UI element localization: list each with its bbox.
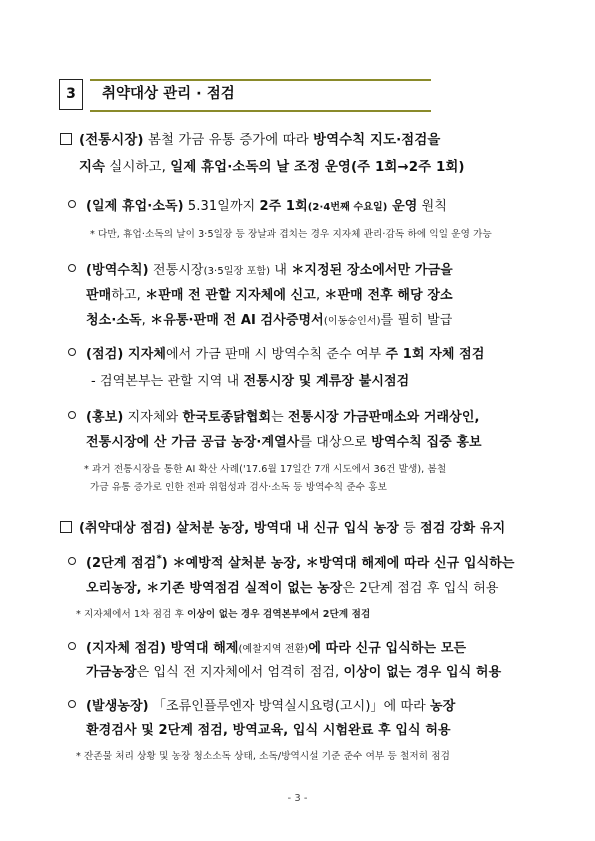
item-emphasis: 이상이 없는 경우 입식 허용 <box>343 665 502 680</box>
item-emphasis: 가금농장 <box>86 665 137 680</box>
note-text: * 지자체에서 1차 점검 후 <box>76 609 188 620</box>
section-header <box>59 79 431 113</box>
item-text: 는 <box>271 410 289 425</box>
item-local-gov-inspection-line2 <box>86 661 501 680</box>
item-emphasis: 전통시장에 산 가금 공급 농장·계열사 <box>86 435 300 450</box>
footnote-marker: * <box>156 553 162 565</box>
item-label: (홍보) <box>86 410 124 425</box>
item-text-small: (이동승인서) <box>323 316 381 327</box>
note-closure: * 다만, 휴업·소독의 날이 3·5일장 등 장날과 겹치는 경우 지자체 관리·감독 하에 익일 운영 가능 <box>90 229 492 240</box>
page-number: - 3 - <box>287 793 308 804</box>
item-text: 하고, <box>111 288 146 303</box>
item-outbreak-farm-line2 <box>86 719 451 738</box>
square-bullet-icon <box>60 521 72 533</box>
item-emphasis: (취약대상 점검) 살처분 농장, 방역대 내 신규 입식 농장 <box>79 521 399 536</box>
item-text: 은 입식 전 지자체에서 엄격히 점검, <box>136 665 344 680</box>
note-promotion-line1: * 과거 전통시장을 통한 AI 확산 사례('17.6월 17일간 7개 시도에서 36건 발생), 봄철 <box>84 464 447 475</box>
item-inspection <box>86 343 485 362</box>
item-emphasis: 환경검사 및 2단계 점검, 방역교육, 입식 시험완료 후 입식 허용 <box>86 723 451 738</box>
item-traditional-market-line1 <box>79 129 440 148</box>
item-text: 「조류인플루엔자 방역실시요령(고시)」에 따라 <box>148 699 431 714</box>
circle-bullet-icon <box>68 200 76 208</box>
item-label: (발생농장) <box>86 699 149 714</box>
item-two-step-inspection-line1 <box>86 552 515 571</box>
item-emphasis: 청소·소독 <box>86 313 142 328</box>
note-emphasis: 이상이 없는 경우 검역본부에서 2단계 점검 <box>187 609 371 620</box>
item-closure-disinfection <box>86 195 447 214</box>
item-promotion-line1 <box>86 406 480 425</box>
item-local-gov-inspection-line1 <box>86 637 466 656</box>
item-text: 를 대상으로 <box>299 435 372 450</box>
item-label: (전통시장) <box>79 133 144 148</box>
item-traditional-market-line2 <box>79 156 465 175</box>
item-emphasis: 지자체 <box>123 347 167 362</box>
item-emphasis: 주 1회 자체 점검 <box>385 347 485 362</box>
item-quarantine-rules-line2 <box>86 284 453 303</box>
item-text: 봄철 가금 유통 증가에 따라 <box>143 133 314 148</box>
note-two-step <box>76 606 370 620</box>
item-emphasis: 전통시장 및 계류장 불시점검 <box>243 374 410 389</box>
item-text: 에서 가금 판매 시 방역수칙 준수 여부 <box>166 347 386 362</box>
note-promotion-line2: 가금 유통 증가로 인한 전파 위험성과 검사·소독 등 방역수칙 준수 홍보 <box>90 482 387 493</box>
item-emphasis: 방역대 해제 <box>166 641 239 656</box>
item-emphasis: 오리농장, ＊기존 방역점검 실적이 없는 농장 <box>86 581 343 596</box>
item-quarantine-rules-line3 <box>86 309 452 328</box>
item-text: 실시하고, <box>105 160 171 175</box>
item-text: 내 <box>270 263 292 278</box>
circle-bullet-icon <box>68 642 76 650</box>
item-emphasis: ＊판매 전후 해당 장소 <box>324 288 453 303</box>
item-outbreak-farm-line1 <box>86 695 455 714</box>
item-emphasis: ＊지정된 장소에서만 가금을 <box>291 263 453 278</box>
item-emphasis: ＊예방적 살처분 농장, ＊방역대 해제에 따라 신규 입식하는 <box>167 556 515 571</box>
item-text-small: (3·5일장 포함) <box>203 266 271 277</box>
item-text: , <box>141 313 151 328</box>
item-text: 전통시장 <box>148 263 204 278</box>
item-emphasis: ＊판매 전 관할 지자체에 신고 <box>145 288 316 303</box>
item-two-step-inspection-line2 <box>86 577 499 596</box>
item-emphasis: 방역수칙 집중 홍보 <box>371 435 482 450</box>
item-emphasis: 지속 <box>79 160 106 175</box>
item-emphasis: 운영 <box>387 199 418 214</box>
item-label: (2단계 점검 <box>86 556 157 571</box>
circle-bullet-icon <box>68 557 76 565</box>
item-emphasis: 전통시장 가금판매소와 거래상인, <box>288 410 480 425</box>
header-rule-bottom <box>90 110 431 112</box>
item-promotion-line2 <box>86 431 482 450</box>
item-text: , <box>315 288 325 303</box>
item-emphasis: 2주 1회 <box>259 199 308 214</box>
item-inspection-detail <box>91 370 409 389</box>
square-bullet-icon <box>60 133 72 145</box>
item-text: 등 <box>398 521 421 536</box>
circle-bullet-icon <box>68 700 76 708</box>
circle-bullet-icon <box>68 411 76 419</box>
item-text: 원칙 <box>417 199 447 214</box>
item-label: ) <box>161 556 168 571</box>
section-title: 취약대상 관리 · 점검 <box>102 86 235 102</box>
item-text: 를 필히 발급 <box>380 313 453 328</box>
item-quarantine-rules-line1 <box>86 259 453 278</box>
item-emphasis: 한국토종닭협회 <box>182 410 272 425</box>
item-emphasis: ＊유통·판매 전 AI 검사증명서 <box>150 313 324 328</box>
item-text: 5.31일까지 <box>183 199 260 214</box>
item-emphasis: 점검 강화 유지 <box>420 521 506 536</box>
item-emphasis: 방역수칙 지도·점검을 <box>313 133 441 148</box>
item-label: (점검) <box>86 347 124 362</box>
circle-bullet-icon <box>68 348 76 356</box>
item-emphasis-small: (2·4번째 수요일) <box>307 202 388 213</box>
item-label: (방역수칙) <box>86 263 149 278</box>
item-emphasis: 에 따라 신규 입식하는 모든 <box>308 641 467 656</box>
item-emphasis: 농장 <box>430 699 456 714</box>
item-vulnerable-inspection <box>79 517 505 536</box>
item-emphasis: 판매 <box>86 288 112 303</box>
circle-bullet-icon <box>68 264 76 272</box>
item-text: 지자체와 <box>123 410 183 425</box>
item-label: (지자체 점검) <box>86 641 166 656</box>
item-label: (일제 휴업·소독) <box>86 199 184 214</box>
note-outbreak-farm: * 잔존물 처리 상황 및 농장 청소소독 상태, 소독/방역시설 기준 준수 여부 등 철저히 점검 <box>76 751 450 762</box>
item-text: 은 2단계 점검 후 입식 허용 <box>342 581 499 596</box>
item-emphasis: 일제 휴업·소독의 날 조정 운영(주 1회→2주 1회) <box>170 160 465 175</box>
item-text-small: (예찰지역 전환) <box>238 644 309 655</box>
item-text: - 검역본부는 관할 지역 내 <box>91 374 244 389</box>
section-number: 3 <box>59 79 83 110</box>
